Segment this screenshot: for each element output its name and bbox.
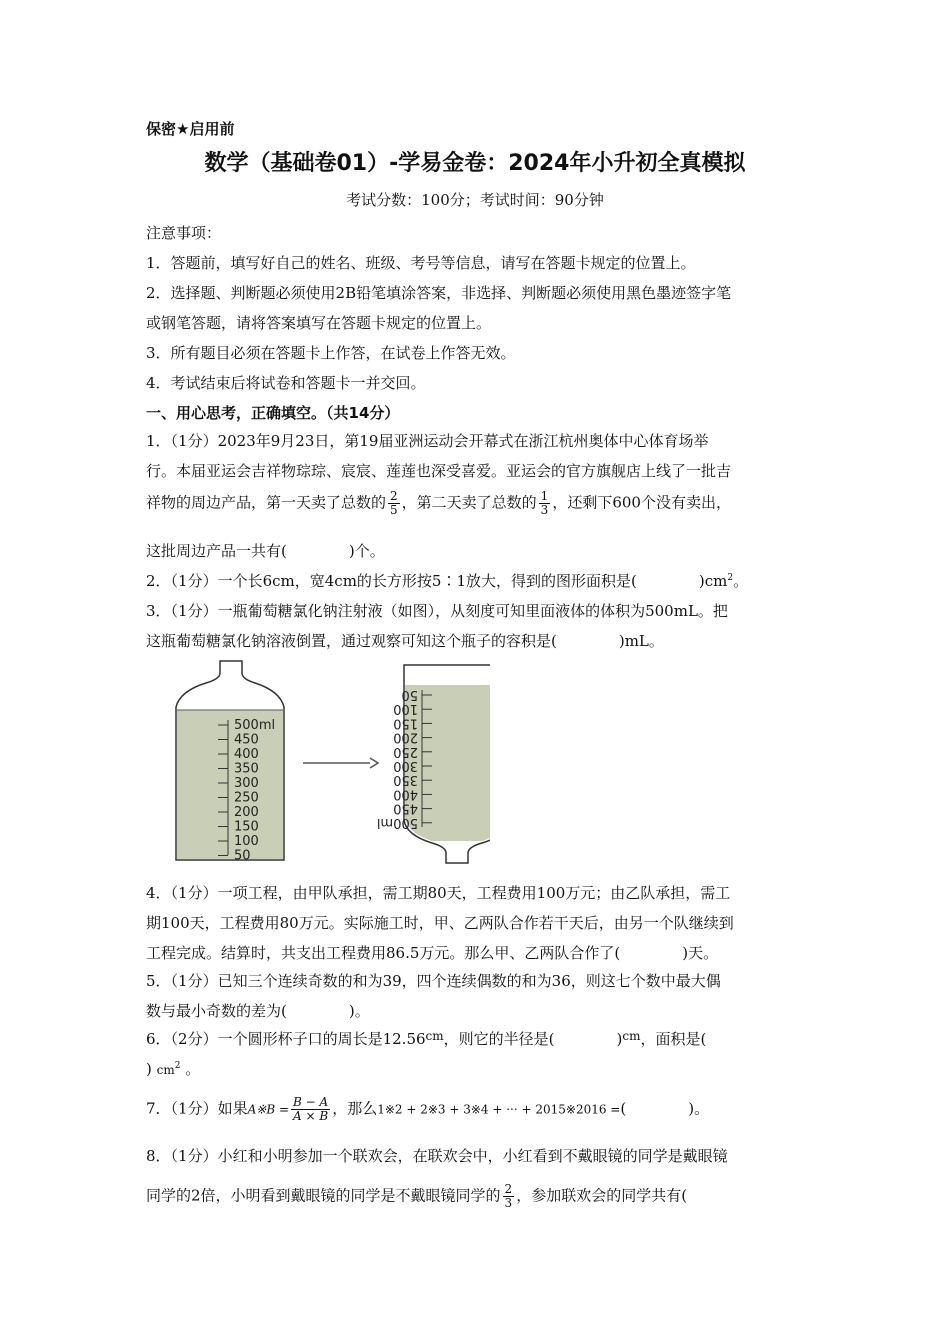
scale-label: 450 — [234, 732, 259, 748]
inverted-bottle — [377, 665, 490, 863]
scale-label: 200 — [393, 729, 418, 745]
confidential-label: 保密★启用前 — [146, 120, 235, 138]
page-title: 数学（基础卷01）-学易金卷：2024年小升初全真模拟 — [204, 151, 746, 176]
question-4-line: 4．（1分）一项工程，由甲队承担，需工期80天，工程费用100万元；由乙队承担，需工 — [146, 884, 731, 902]
note-item: 3．所有题目必须在答题卡上作答，在试卷上作答无效。 — [146, 344, 516, 362]
question-1-line: 1．（1分）2023年9月23日，第19届亚洲运动会开幕式在浙江杭州奥体中心体育场举 — [146, 432, 709, 450]
question-1-line: 这批周边产品一共有( )个。 — [146, 542, 385, 560]
scale-label: 350 — [393, 772, 418, 788]
scale-label: 400 — [234, 747, 259, 762]
fraction: $\frac{B - A}{A \times B}$ — [293, 1095, 329, 1123]
question-3-line: 这瓶葡萄糖氯化钠溶液倒置，通过观察可知这个瓶子的容积是( )mL。 — [146, 632, 664, 650]
note-item: 或钢笔答题，请将答案填写在答题卡规定的位置上。 — [146, 314, 492, 332]
section-heading: 一、用心思考，正确填空。（共14分） — [146, 404, 400, 422]
note-item: 2．选择题、判断题必须使用2B铅笔填涂答案，非选择、判断题必须使用黑色墨迹签字笔 — [146, 284, 732, 302]
scale-label: 250 — [234, 790, 259, 806]
scale-label: 450 — [393, 800, 418, 816]
scale-label: 400 — [393, 786, 418, 802]
scale-label: 300 — [393, 758, 418, 773]
scale-label: 100 — [393, 701, 418, 717]
note-item: 1．答题前，填写好自己的姓名、班级、考号等信息，请写在答题卡规定的位置上。 — [146, 254, 696, 272]
scale-label: 100 — [234, 834, 259, 849]
question-3-line: 3．（1分）一瓶葡萄糖氯化钠注射液（如图），从刻度可知里面液体的体积为500mL。把 — [146, 602, 728, 620]
question-8-line: 同学的2倍，小明看到戴眼镜的同学是不戴眼镜同学的 $\frac{2}{3}$ ，参加联欢会的同学共有( — [146, 1182, 688, 1210]
scale-label: 50 — [401, 687, 418, 702]
exam-info: 考试分数：100分；考试时间：90分钟 — [346, 191, 604, 209]
question-6-line: 6．（2分）一个圆形杯子口的周长是$12.56^{cm}$，则它的半径是( )$^{cm}$，面积是( — [146, 1029, 707, 1048]
upright-bottle — [176, 661, 284, 864]
arrow-icon — [303, 758, 378, 768]
scale-label: 150 — [234, 819, 259, 835]
scale-label: 50 — [234, 848, 251, 864]
scale-label: 350 — [234, 761, 259, 777]
fraction: $\frac{1}{3}$ — [540, 489, 549, 517]
scale-label: 300 — [234, 776, 259, 791]
fraction: $\frac{2}{3}$ — [504, 1182, 513, 1210]
fraction: $\frac{2}{5}$ — [390, 489, 398, 517]
question-6-line: ) $cm^2$ 。 — [146, 1060, 201, 1078]
question-4-line: 工程完成。结算时，共支出工程费用86.5万元。那么甲、乙两队合作了( )天。 — [146, 944, 719, 962]
question-2-line: 2．（1分）一个长6cm，宽4cm的长方形按5∶1放大，得到的图形面积是( )$cm^2$。 — [146, 572, 749, 590]
notes-heading: 注意事项： — [146, 224, 222, 242]
question-1-line: 祥物的周边产品，第一天卖了总数的 $\frac{2}{5}$ ，第二天卖了总数的 $\frac{1}{3}$ ，还剩下600个没有卖出， — [146, 489, 731, 517]
question-7-line: 7．（1分）如果A※B = $\frac{B - A}{A \times B}$ ，那么1※2 + 2※3 + 3※4 + ··· + 2015※2016 =( )。 — [146, 1095, 710, 1123]
question-8-line: 8．（1分）小红和小明参加一个联欢会，在联欢会中，小红看到不戴眼镜的同学是戴眼镜 — [146, 1147, 728, 1165]
scale-label: 200 — [234, 805, 259, 820]
question-5-line: 数与最小奇数的差为( )。 — [146, 1002, 370, 1020]
scale-label: 500ml — [376, 814, 418, 830]
question-5-line: 5．（1分）已知三个连续奇数的和为39，四个连续偶数的和为36，则这七个数中最大偶 — [146, 972, 721, 990]
bottle-figure — [170, 655, 490, 865]
scale-label: 250 — [393, 743, 418, 759]
question-1-line: 行。本届亚运会吉祥物琮琮、宸宸、莲莲也深受喜爱。亚运会的官方旗舰店上线了一批吉 — [146, 462, 732, 480]
scale-label: 500ml — [234, 718, 276, 733]
scale-label: 150 — [393, 715, 418, 731]
note-item: 4．考试结束后将试卷和答题卡一并交回。 — [146, 374, 426, 392]
question-4-line: 期100天，工程费用80万元。实际施工时，甲、乙两队合作若干天后，由另一个队继续到 — [146, 914, 734, 932]
